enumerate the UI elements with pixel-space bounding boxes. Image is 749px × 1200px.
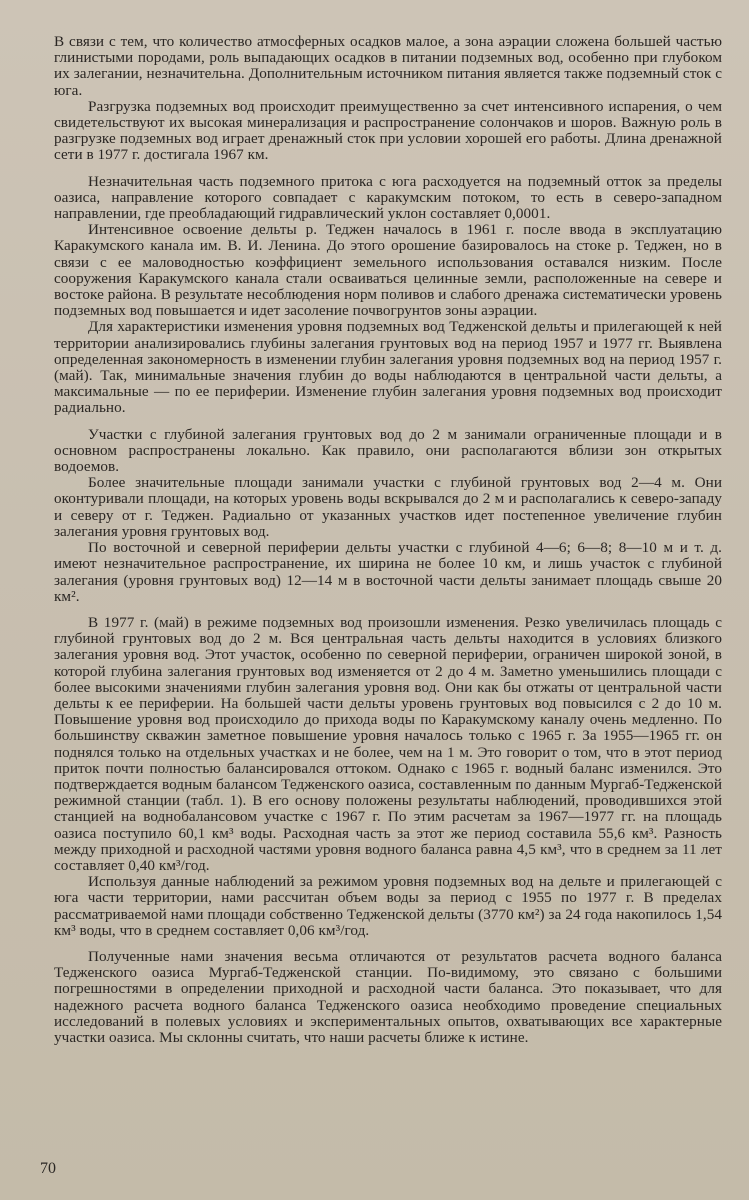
body-text — [54, 34, 722, 1046]
paragraph-1: В связи с тем, что количество атмосферных осадков малое, а зона аэрации сложена большей частью глинистыми породами, роль выпадающих осадков в питании подземных вод, особенно при глубоком их залегании, незначительна. Дополнительным источником питания является также подземный сток с юга. — [54, 33, 722, 99]
paragraph-6: Участки с глубиной залегания грунтовых вод до 2 м занимали ограниченные площади и в основном распространены локально. Как правило, они располагаются вблизи зон открытых водоемов. — [54, 425, 722, 476]
paragraph-4: Интенсивное освоение дельты р. Теджен началось в 1961 г. после ввода в эксплуатацию Каракумского канала им. В. И. Ленина. До этого орошение базировалось на стоке р. Теджен, но в связи с ее маловодностью коэффициент земельного использования оставался низким. После сооружения Каракумского канала стали осваиваться целинные земли, расположенные на севере и востоке района. В результате несоблюдения норм поливов и слабого дренажа систематически уровень подземных вод повышается и идет засоление почвогрунтов зоны аэрации. — [54, 221, 722, 320]
paragraph-7: Более значительные площади занимали участки с глубиной грунтовых вод 2—4 м. Они оконтуривали площади, на которых уровень воды вскрывался до 2 м и располагались к северо-западу и северу от г. Теджен. Радиально от указанных участков идет постепенное увеличение глубин залегания уровня грунтовых вод. — [54, 474, 722, 540]
paragraph-3: Незначительная часть подземного притока с юга расходуется на подземный отток за пределы оазиса, направление которого совпадает с каракумским потоком, то есть в северо-западном направлении, где преобладающий гидравлический уклон составляет 0,0001. — [54, 172, 722, 223]
paragraph-2: Разгрузка подземных вод происходит преимущественно за счет интенсивного испарения, о чем свидетельствуют их высокая минерализация и распространение солончаков и шоров. Важную роль в разгрузке подземных вод играет дренажный сток при условии хорошей его работы. Длина дренажной сети в 1977 г. достигала 1967 км. — [54, 97, 722, 164]
paragraph-9: В 1977 г. (май) в режиме подземных вод произошли изменения. Резко увеличилась площадь с глубиной грунтовых вод до 2 м. Вся центральная часть дельты находится в условиях близкого залегания уровня вод. Этот участок, особенно по северной периферии, ограничен широкой зоной, в которой глубина залегания грунтовых вод изменяется от 2 до 4 м. Заметно уменьшились площади с более высокими значениями глубин залегания уровня вод. Они как бы отжаты от центральной части дельты к ее периферии. На большей части дельты уровень грунтовых вод повысился с 2 до 10 м. Повышение уровня вод происходило до прихода воды по Каракумскому каналу очень медленно. По большинству скважин заметное повышение уровня началось только с 1965 г. За 1955—1965 гг. он поднялся только на отдельных участках и не более, чем на 1 м. Это говорит о том, что в этот период приток почти полностью балансировался оттоком. Однако с 1965 г. водный баланс изменился. Это подтверждается водным балансом Тедженского оазиса, составленным по данным Мургаб-Тедженской режимной станции (табл. 1). В его основу положены результаты наблюдений, проводившихся этой станцией на воднобалансовом участке с 1967 г. По этим расчетам за 1967—1977 гг. на площадь оазиса поступило 60,1 км³ воды. Расходная часть за этот же период составила 55,6 км³. Разность между приходной и расходной частями уровня водного баланса равна 4,5 км³, что в среднем за 11 лет составляет 0,40 км³/год. — [54, 613, 722, 874]
page-number: 70 — [40, 1160, 56, 1177]
paragraph-8: По восточной и северной периферии дельты участки с глубиной 4—6; 6—8; 8—10 м и т. д. имеют незначительное распространение, их ширина не более 10 км, и лишь участок с глубиной залегания (уровня грунтовых вод) 12—14 м в восточной части дельты занимает площадь свыше 20 км². — [54, 539, 722, 605]
paragraph-5: Для характеристики изменения уровня подземных вод Тедженской дельты и прилегающей к ней территории анализировались глубины залегания грунтовых вод на период 1957 и 1977 гг. Выявлена определенная закономерность в изменении глубин залегания уровня подземных вод на период 1957 г. (май). Так, минимальные значения глубин до воды наблюдаются в центральной части дельты, а максимальные — по ее периферии. Изменение глубин залегания уровня подземных вод происходит радиально. — [54, 318, 722, 417]
paragraph-11: Полученные нами значения весьма отличаются от результатов расчета водного баланса Тедженского оазиса Мургаб-Тедженской станции. По-видимому, это связано с большими погрешностями в определении приходной и расходной части баланса. Это показывает, что для надежного расчета водного баланса Тедженского оазиса необходимо проведение специальных исследований в полевых условиях и экспериментальных опытов, охватывающих все характерные участки оазиса. Мы склонны считать, что наши расчеты ближе к истине. — [54, 947, 722, 1046]
paragraph-10: Используя данные наблюдений за режимом уровня подземных вод на дельте и прилегающей с юга части территории, нами рассчитан объем воды за период с 1955 по 1977 г. В пределах рассматриваемой нами площади собственно Тедженской дельты (3770 км²) за 24 года накопилось 1,54 км³ воды, что в среднем составляет 0,06 км³/год. — [54, 873, 722, 939]
